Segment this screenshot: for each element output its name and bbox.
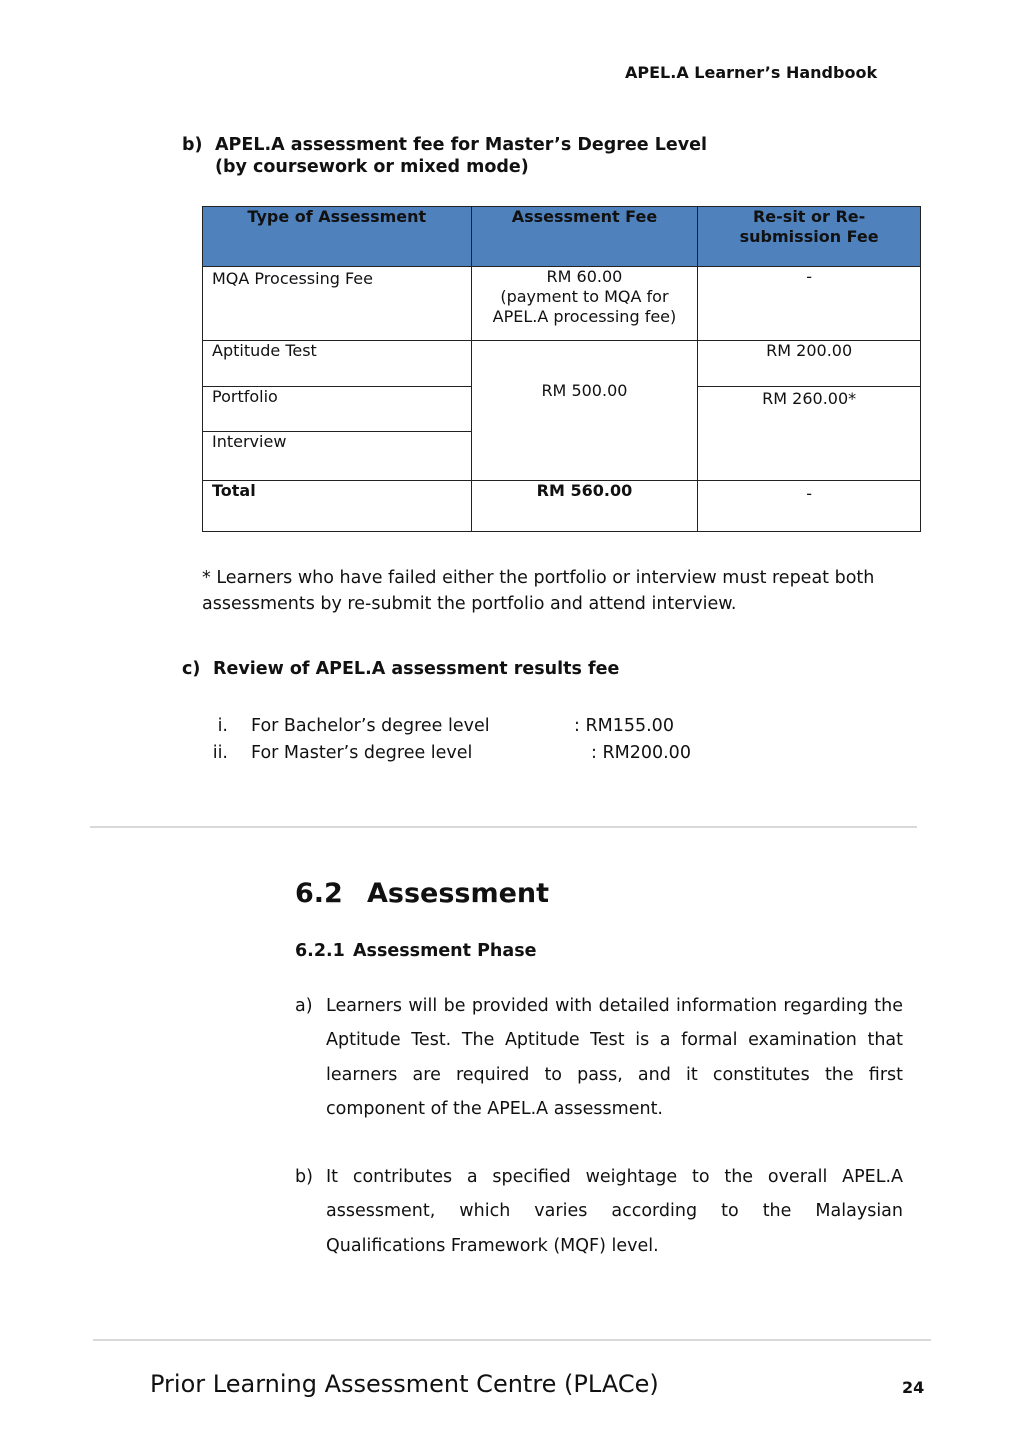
table-cell-total-resit: - bbox=[698, 481, 921, 532]
section-b-letter: b) bbox=[182, 135, 203, 155]
section-6-2-number: 6.2 bbox=[295, 878, 343, 909]
section-6-2-title: Assessment bbox=[367, 878, 550, 909]
paragraph-label: a) bbox=[295, 996, 313, 1016]
list-item-label: For Bachelor’s degree level bbox=[251, 716, 490, 736]
paragraph-label: b) bbox=[295, 1167, 313, 1187]
table-cell-aptitude-type: Aptitude Test bbox=[203, 341, 472, 387]
section-6-2-1-heading bbox=[295, 941, 536, 961]
table-row bbox=[203, 341, 921, 387]
table-cell-mqa-type: MQA Processing Fee bbox=[203, 267, 472, 341]
footer-divider bbox=[93, 1339, 931, 1341]
paragraph-text: Learners will be provided with detailed information regarding the Aptitude Test. The Aptitude Test is a formal examination that learners are required to pass, and it constitutes the first component of the APEL.A assessment. bbox=[326, 996, 903, 1119]
section-c-letter: c) bbox=[182, 659, 201, 679]
list-item-label: For Master’s degree level bbox=[251, 743, 473, 763]
section-c-title: Review of APEL.A assessment results fee bbox=[213, 659, 620, 679]
section-b-heading bbox=[182, 134, 707, 178]
list-item-number: i. bbox=[217, 716, 228, 736]
table-row bbox=[203, 267, 921, 341]
table-cell-total-fee: RM 560.00 bbox=[471, 481, 698, 532]
table-header-type: Type of Assessment bbox=[203, 207, 472, 267]
list-item-amount: : RM200.00 bbox=[591, 743, 691, 763]
table-cell-mqa-resit: - bbox=[698, 267, 921, 341]
paragraph-a bbox=[295, 989, 903, 1126]
section-6-2-1-number: 6.2.1 bbox=[295, 941, 345, 961]
section-6-2-heading bbox=[295, 878, 549, 909]
review-fee-list bbox=[200, 713, 720, 767]
table-cell-portfolio-type: Portfolio bbox=[203, 387, 472, 432]
fee-table bbox=[202, 206, 921, 532]
paragraph-text: It contributes a specified weightage to the overall APEL.A assessment, which varies according to the Malaysian Qualifications Framework (MQF) level. bbox=[326, 1167, 903, 1256]
list-item-amount: : RM155.00 bbox=[574, 716, 674, 736]
table-cell-portfolio-resit: RM 260.00* bbox=[698, 387, 921, 481]
mqa-fee-line3: APEL.A processing fee) bbox=[492, 307, 677, 326]
page-number: 24 bbox=[902, 1378, 925, 1397]
table-cell-total-label: Total bbox=[203, 481, 472, 532]
section-b-title-line1: APEL.A assessment fee for Master’s Degree Level bbox=[215, 135, 707, 155]
table-cell-interview-type: Interview bbox=[203, 432, 472, 481]
table-header-fee: Assessment Fee bbox=[471, 207, 698, 267]
table-cell-aptitude-resit: RM 200.00 bbox=[698, 341, 921, 387]
section-b-title-line2: (by coursework or mixed mode) bbox=[215, 157, 529, 177]
footer-title: Prior Learning Assessment Centre (PLACe) bbox=[150, 1370, 659, 1398]
section-c-heading bbox=[182, 659, 619, 679]
table-footnote: * Learners who have failed either the portfolio or interview must repeat both assessments by re-submit the portfolio and attend interview. bbox=[202, 568, 875, 614]
running-header: APEL.A Learner’s Handbook bbox=[625, 63, 878, 82]
mqa-fee-line2: (payment to MQA for bbox=[500, 287, 669, 306]
mqa-fee-line1: RM 60.00 bbox=[546, 267, 623, 286]
table-cell-combined-fee: RM 500.00 bbox=[471, 341, 698, 481]
table-cell-mqa-fee bbox=[471, 267, 698, 341]
table-header-resit: Re-sit or Re-submission Fee bbox=[698, 207, 921, 267]
paragraph-b bbox=[295, 1160, 903, 1263]
table-header-row bbox=[203, 207, 921, 267]
list-item bbox=[200, 713, 720, 740]
list-item-number: ii. bbox=[212, 743, 228, 763]
section-6-2-1-title: Assessment Phase bbox=[353, 941, 537, 961]
table-row bbox=[203, 481, 921, 532]
page-divider bbox=[90, 826, 917, 828]
list-item bbox=[200, 740, 720, 767]
